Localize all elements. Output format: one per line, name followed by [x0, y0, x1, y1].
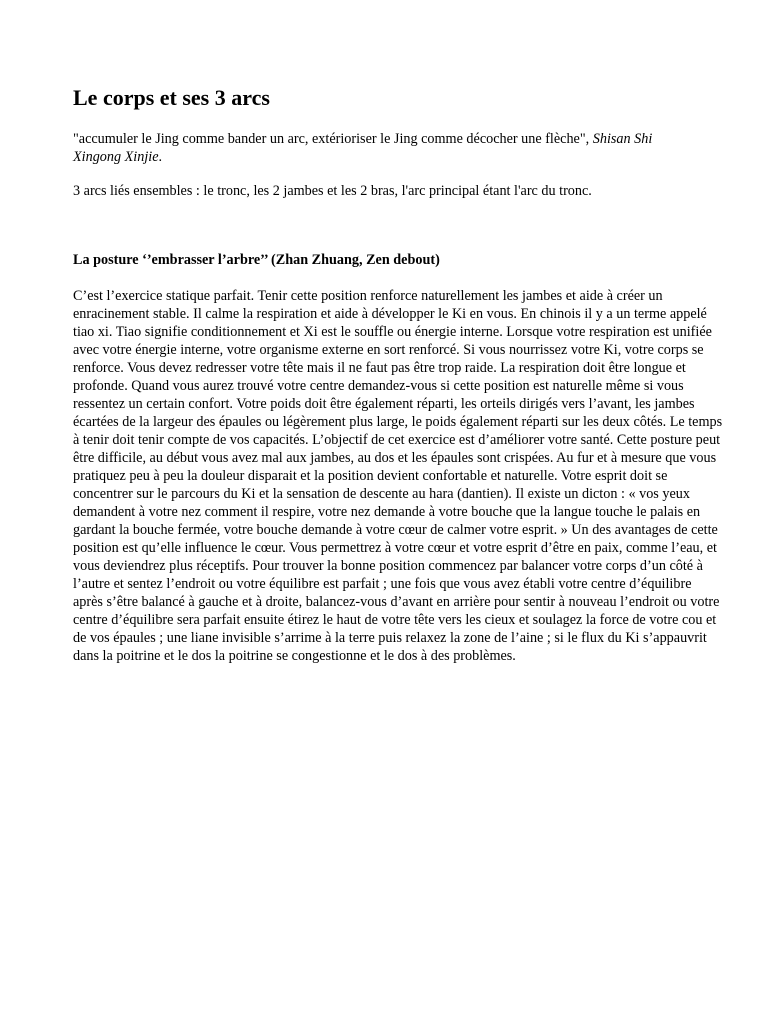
quote-paragraph [73, 130, 693, 166]
arcs-paragraph: 3 arcs liés ensembles : le tronc, les 2 jambes et les 2 bras, l'arc principal étant l'arc du tronc. [73, 183, 592, 199]
document-page [73, 84, 723, 665]
quote-text: "accumuler le Jing comme bander un arc, extérioriser le Jing comme décocher une flèche", [73, 131, 593, 147]
page-title: Le corps et ses 3 arcs [73, 85, 270, 110]
quote-end: . [158, 149, 163, 165]
section-title: La posture ‘’embrasser l’arbre’’ (Zhan Zhuang, Zen debout) [73, 252, 440, 268]
quote-source: Shisan Shi Xingong Xinjie [73, 131, 653, 165]
body-paragraph: C’est l’exercice statique parfait. Tenir cette position renforce naturellement les jambes et aide à créer un enracinement stable. Il calme la respiration et aide à développer le Ki en vous. En chinois il y a un terme appelé tiao xi. Tiao signifie conditionnement et Xi est le souffle ou énergie interne. Lorsque votre respiration est unifiée avec votre énergie interne, votre organisme externe en sort renforcé. Si vous nourrissez votre Ki, votre corps se renforce. Vous devez redresser votre tête mais il ne faut pas être trop raide. La respiration doit être longue et profonde. Quand vous aurez trouvé votre centre demandez-vous si cette position est naturelle même si vous ressentez un certain confort. Votre poids doit être également réparti, les orteils dirigés vers l’avant, les jambes écartées de la largeur des épaules ou légèrement plus large, le poids également réparti sur les deux côtés. Le temps à tenir doit tenir compte de vos capacités. L’objectif de cet exercice est d’améliorer votre santé. Cette posture peut être difficile, au début vous avez mal aux jambes, au dos et les épaules sont crispées. Au fur et à mesure que vous pratiquez peu à peu la douleur disparait et la position devient confortable et naturelle. Votre esprit doit se concentrer sur le parcours du Ki et la sensation de descente au hara (dantien). Il existe un dicton : « vos yeux demandent à votre nez comment il respire, votre nez demande à votre bouche que la langue touche le palais en gardant la bouche fermée, votre bouche demande à votre cœur de calmer votre esprit. » Un des avantages de cette position est qu’elle influence le cœur. Vous permettrez à votre cœur et votre esprit d’être en paix, comme l’eau, et vous deviendrez plus réceptifs. Pour trouver la bonne position commencez par balancer votre corps d’un côté à l’autre et sentez l’endroit ou votre équilibre est parfait ; une fois que vous avez établi votre centre d’équilibre après s’être balancé à gauche et à droite, balancez-vous d’avant en arrière pour sentir à nouveau l’endroit ou votre centre d’équilibre sera parfait ensuite étirez le haut de votre tête vers les cieux et soulagez la force de votre cou et de vos épaules ; une liane invisible s’arrime à la terre puis relaxez la zone de l’aine ; si le flux du Ki s’appauvrit dans la poitrine et le dos la poitrine se congestionne et le dos à des problèmes. [73, 288, 723, 664]
